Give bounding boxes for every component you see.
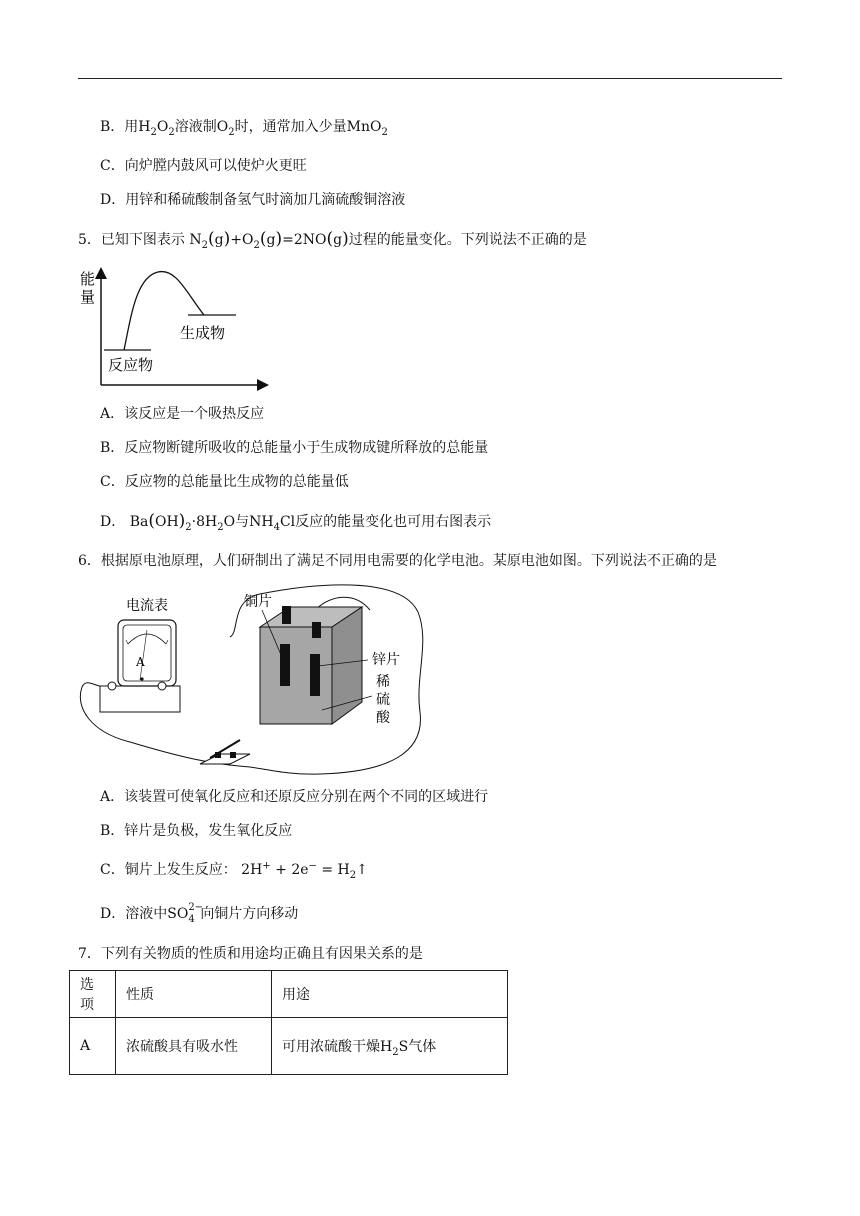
acid-label-1: 稀 — [376, 674, 390, 690]
table-header-cell: 用途 — [272, 971, 508, 1018]
table-row — [70, 1018, 508, 1075]
q7-stem: 7．下列有关物质的性质和用途均正确且有因果关系的是 — [78, 946, 423, 962]
q5-option-a[interactable]: A．该反应是一个吸热反应 — [100, 406, 265, 422]
q6-stem: 6．根据原电池原理，人们研制出了满足不同用电需要的化学电池。某原电池如图。下列说法不正确的是 — [78, 553, 717, 569]
electrolytic-cell — [260, 606, 362, 724]
table-cell-use: 可用浓硫酸干燥$H_2S$气体 — [272, 1018, 508, 1075]
galvanic-cell-diagram — [70, 582, 430, 782]
knife-switch — [200, 740, 250, 764]
q6-option-b[interactable]: B．锌片是负极，发生氧化反应 — [100, 823, 293, 839]
q5-option-b[interactable]: B．反应物断键所吸收的总能量小于生成物成键所释放的总能量 — [100, 440, 489, 456]
table-cell-option: A — [70, 1018, 116, 1075]
acid-label-3: 酸 — [376, 710, 390, 726]
product-label: 生成物 — [180, 324, 226, 342]
q5-stem: 5．已知下图表示 $N_2(g)+O_2(g)=2NO(g)$过程的能量变化。下列说法不正确的是 — [78, 229, 587, 251]
q5-equation: $N_2(g)+O_2(g)=2NO(g)$ — [189, 229, 349, 251]
q5-option-d[interactable]: D． $Ba(OH)_2\cdot 8H_2O$与$NH_4Cl$反应的能量变化也可用右图表示 — [100, 511, 492, 533]
zinc-label: 锌片 — [372, 652, 400, 668]
energy-y-label-2: 量 — [80, 288, 96, 306]
q4-option-c[interactable]: C．向炉膛内鼓风可以使炉火更旺 — [100, 158, 307, 174]
q5-option-c[interactable]: C．反应物的总能量比生成物的总能量低 — [100, 474, 349, 490]
copper-label: 铜片 — [244, 594, 272, 610]
ammeter — [100, 620, 180, 712]
header-rule — [78, 78, 782, 79]
q6-option-c[interactable]: C．铜片上发生反应： $2H^+ + 2e^- = H_2↑$ — [100, 860, 368, 881]
copper-electrode — [282, 606, 291, 624]
q4-option-d[interactable]: D．用锌和稀硫酸制备氢气时滴加几滴硫酸铜溶液 — [100, 192, 406, 208]
ammeter-letter: A — [136, 655, 145, 669]
q6-option-a[interactable]: A．该装置可使氧化反应和还原反应分别在两个不同的区域进行 — [100, 789, 489, 805]
table-header-cell: 选项 — [70, 971, 116, 1018]
zinc-electrode — [312, 622, 321, 638]
energy-y-label-1: 能 — [80, 270, 96, 288]
reactant-label: 反应物 — [108, 356, 154, 374]
energy-diagram — [76, 262, 276, 392]
q6-option-d[interactable]: D．溶液中SO 2− 4 向铜片方向移动 — [100, 902, 299, 925]
ammeter-label: 电流表 — [126, 598, 168, 614]
table-header-row — [70, 971, 508, 1018]
q4-option-b[interactable]: B．用$H_2O_2$溶液制$O_2$时，通常加入少量MnO$_2$ — [100, 119, 388, 138]
acid-label-2: 硫 — [376, 692, 390, 708]
table-header-cell: 性质 — [116, 971, 272, 1018]
table-cell-property: 浓硫酸具有吸水性 — [116, 1018, 272, 1075]
property-use-table — [69, 970, 508, 1075]
